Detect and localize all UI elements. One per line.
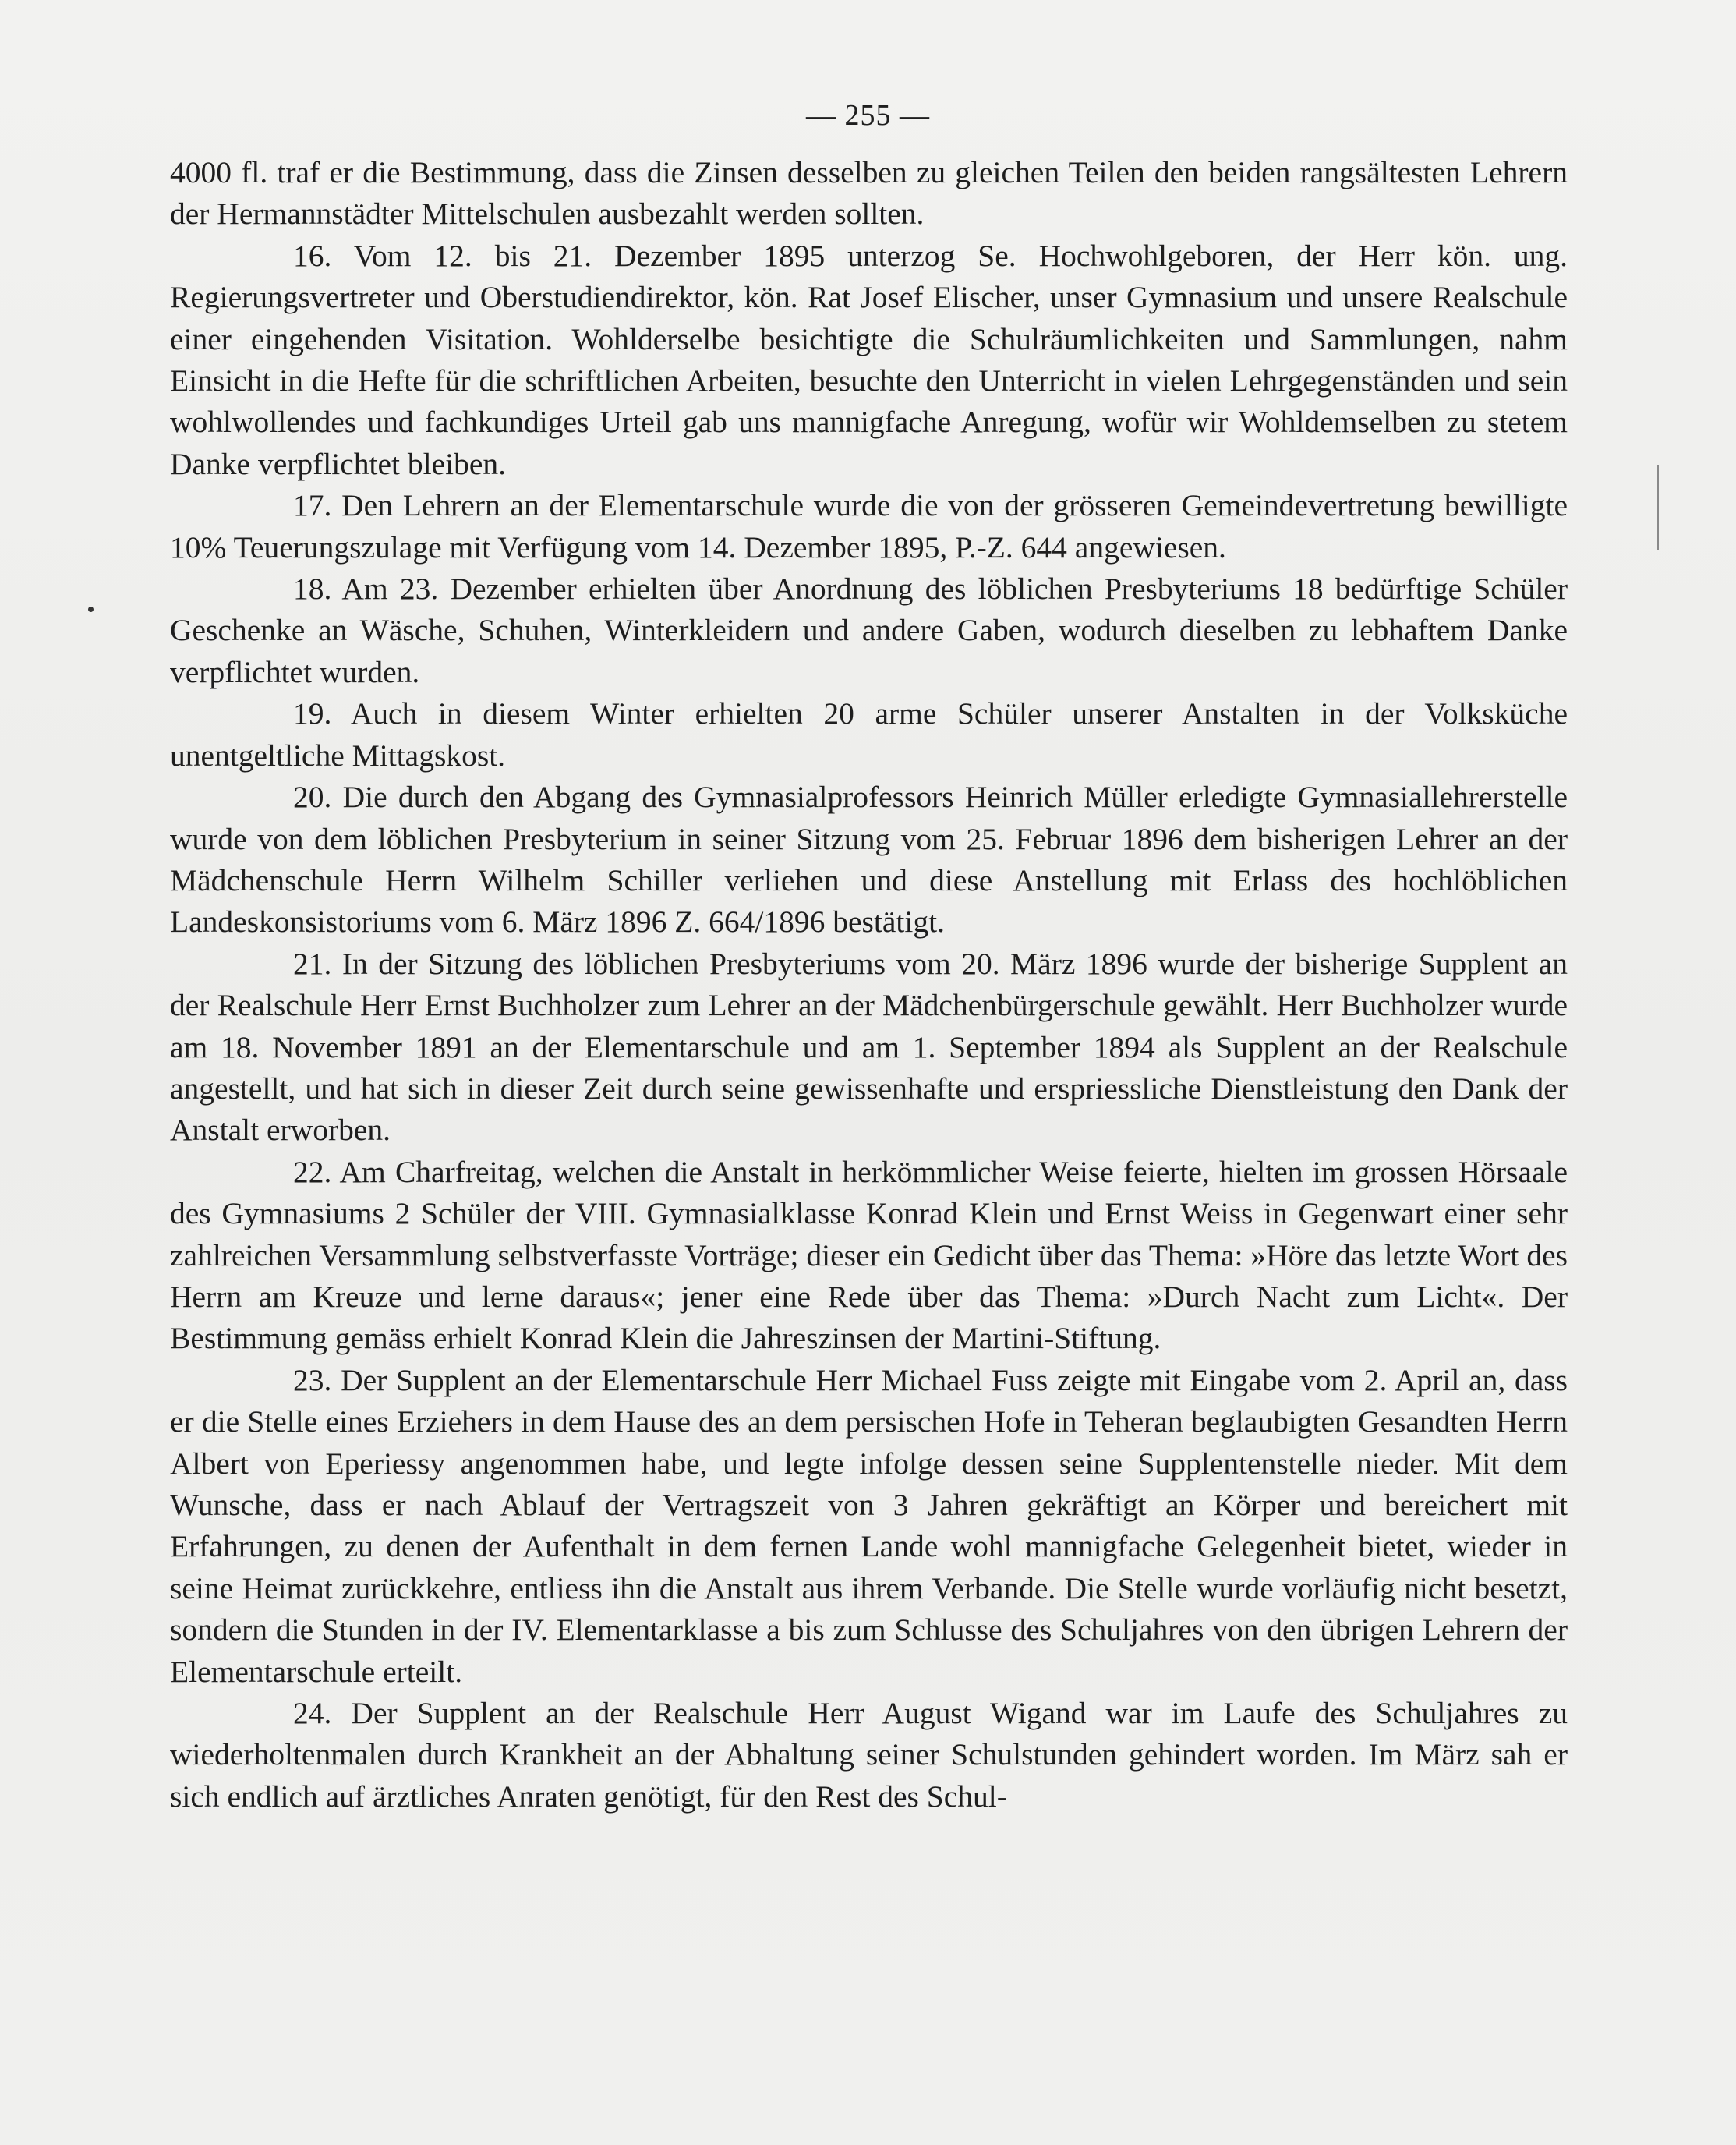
paragraph-18: 18. Am 23. Dezember erhielten über Anordnung des löblichen Presbyteriums 18 bedürftige Schüler Geschenke an Wäsche, Schuhen, Winterkleidern und andere Gaben, wodurch dieselben zu lebhaftem Danke verpflichtet wurden. <box>170 572 1568 689</box>
body-text <box>170 152 1568 1818</box>
paragraph-continuation: 4000 fl. traf er die Bestimmung, dass die Zinsen desselben zu gleichen Teilen den beiden rangsältesten Lehrern der Hermannstädter Mittelschulen ausbezahlt werden sollten. <box>170 155 1568 232</box>
page-number: — 255 — <box>806 99 930 132</box>
paragraph-21: 21. In der Sitzung des löblichen Presbyteriums vom 20. März 1896 wurde der bisherige Supplent an der Realschule Herr Ernst Buchholzer zum Lehrer an der Mädchenbürgerschule gewählt. Herr Buchholzer wurde am 18. November 1891 an der Elementarschule und am 1. September 1894 als Supplent an der Realschule angestellt, und hat sich in dieser Zeit durch seine gewissenhafte und erspriessliche Dienstleistung den Dank der Anstalt erworben. <box>170 946 1568 1148</box>
margin-rule-mark <box>1657 465 1659 550</box>
paragraph-16: 16. Vom 12. bis 21. Dezember 1895 unterzog Se. Hochwohlgeboren, der Herr kön. ung. Regierungsvertreter und Oberstudiendirektor, kön. Rat Josef Elischer, unser Gymnasium und unsere Realschule einer eingehenden Visitation. Wohlderselbe besichtigte die Schulräumlichkeiten und Sammlungen, nahm Einsicht in die Hefte für die schriftlichen Arbeiten, besuchte den Unterricht in vielen Lehrgegenständen und sein wohlwollendes und fachkundiges Urteil gab uns mannigfache Anregung, wofür wir Wohldemselben zu stetem Danke verpflichtet bleiben. <box>170 238 1568 481</box>
margin-dot-mark <box>88 607 94 612</box>
paragraph-20: 20. Die durch den Abgang des Gymnasialprofessors Heinrich Müller erledigte Gymnasiallehrerstelle wurde von dem löblichen Presbyterium in seiner Sitzung vom 25. Februar 1896 dem bisherigen Lehrer an der Mädchenschule Herrn Wilhelm Schiller verliehen und diese Anstellung mit Erlass des hochlöblichen Landeskonsistoriums vom 6. März 1896 Z. 664/1896 bestätigt. <box>170 780 1568 940</box>
paragraph-22: 22. Am Charfreitag, welchen die Anstalt in herkömmlicher Weise feierte, hielten im grossen Hörsaale des Gymnasiums 2 Schüler der VIII. Gymnasialklasse Konrad Klein und Ernst Weiss in Gegenwart einer sehr zahlreichen Versammlung selbstverfasste Vorträge; dieser ein Gedicht über das Thema: »Höre das letzte Wort des Herrn am Kreuze und lerne daraus«; jener eine Rede über das Thema: »Durch Nacht zum Licht«. Der Bestimmung gemäss erhielt Konrad Klein die Jahreszinsen der Martini-Stiftung. <box>170 1154 1568 1356</box>
paragraph-23: 23. Der Supplent an der Elementarschule Herr Michael Fuss zeigte mit Eingabe vom 2. April an, dass er die Stelle eines Erziehers in dem Hause des an dem persischen Hofe in Teheran beglaubigten Gesandten Herrn Albert von Eperiessy angenommen habe, und legte infolge dessen seine Supplentenstelle nieder. Mit dem Wunsche, dass er nach Ablauf der Vertragszeit von 3 Jahren gekräftigt an Körper und bereichert mit Erfahrungen, zu denen der Aufenthalt in dem fernen Lande wohl mannigfache Gelegenheit bietet, wieder in seine Heimat zurückkehre, entliess ihn die Anstalt aus ihrem Verbande. Die Stelle wurde vorläufig nicht besetzt, sondern die Stunden in der IV. Elementarklasse a bis zum Schlusse des Schuljahres von den übrigen Lehrern der Elementarschule erteilt. <box>170 1362 1568 1689</box>
paragraph-19: 19. Auch in diesem Winter erhielten 20 arme Schüler unserer Anstalten in der Volksküche unentgeltliche Mittagskost. <box>170 696 1568 773</box>
paragraph-17: 17. Den Lehrern an der Elementarschule wurde die von der grösseren Gemeindevertretung bewilligte 10% Teuerungszulage mit Verfügung vom 14. Dezember 1895, P.-Z. 644 angewiesen. <box>170 488 1568 565</box>
paragraph-24: 24. Der Supplent an der Realschule Herr August Wigand war im Laufe des Schuljahres zu wiederholtenmalen durch Krankheit an der Abhaltung seiner Schulstunden gehindert worden. Im März sah er sich endlich auf ärztliches Anraten genötigt, für den Rest des Schul- <box>170 1696 1568 1814</box>
